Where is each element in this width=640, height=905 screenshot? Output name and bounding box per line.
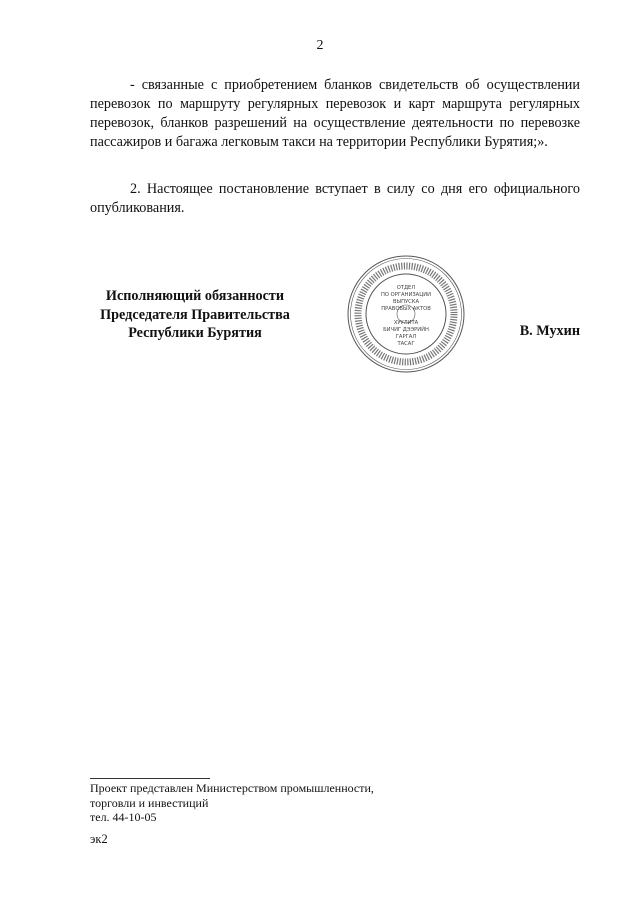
paragraph-1-text: - связанные с приобретением бланков свидетельств об осуществлении перевозок по маршруту регулярных перевозок и карт маршрута регулярных перевозок, бланков разрешений на осуществление деятельности по перевозке пассажиров и багажа легковым такси на территории Республики Бурятия;». <box>90 77 580 150</box>
footer-phone: тел. 44-10-05 <box>90 810 157 825</box>
signatory-title-line-3: Республики Бурятия <box>128 325 262 341</box>
paragraph-1 <box>90 76 580 152</box>
seal-ring-lettering <box>358 266 454 362</box>
seal-line-7: ГАРГАЛ <box>395 334 417 340</box>
page-number: 2 <box>316 38 324 53</box>
seal-line-3: ВЫПУСКА <box>392 299 420 305</box>
paragraph-2 <box>90 180 580 218</box>
signatory-title <box>90 287 300 343</box>
signatory-title-line-1: Исполняющий обязанности <box>105 288 285 304</box>
seal-line-5: ХУУЛИТА <box>393 320 419 326</box>
seal-line-8: ТАСАГ <box>397 341 415 347</box>
seal-line-4: ПРАВОВЫХ АКТОВ <box>381 306 431 312</box>
signatory-name: В. Мухин <box>519 323 580 339</box>
paragraph-2-text: 2. Настоящее постановление вступает в силу со дня его официального опубликования. <box>90 181 580 216</box>
seal-line-6: БИЧИГ ДЭЭРИЙН <box>383 327 429 333</box>
seal-line-2: ПО ОРГАНИЗАЦИИ <box>380 292 432 298</box>
official-seal-stamp <box>346 254 466 374</box>
footer-line-2: торговли и инвестиций <box>90 795 209 810</box>
seal-line-1: ОТДЕЛ <box>396 285 416 291</box>
seal-outer-ring-inner <box>351 259 462 370</box>
seal-center-text <box>381 285 431 347</box>
document-code: эк2 <box>90 832 108 846</box>
footer-divider <box>90 778 210 779</box>
footer-line-1: Проект представлен Министерством промышленности, <box>90 781 374 795</box>
seal-outer-ring <box>348 256 464 372</box>
footer-note <box>90 781 374 825</box>
signatory-title-line-2: Председателя Правительства <box>100 306 290 323</box>
